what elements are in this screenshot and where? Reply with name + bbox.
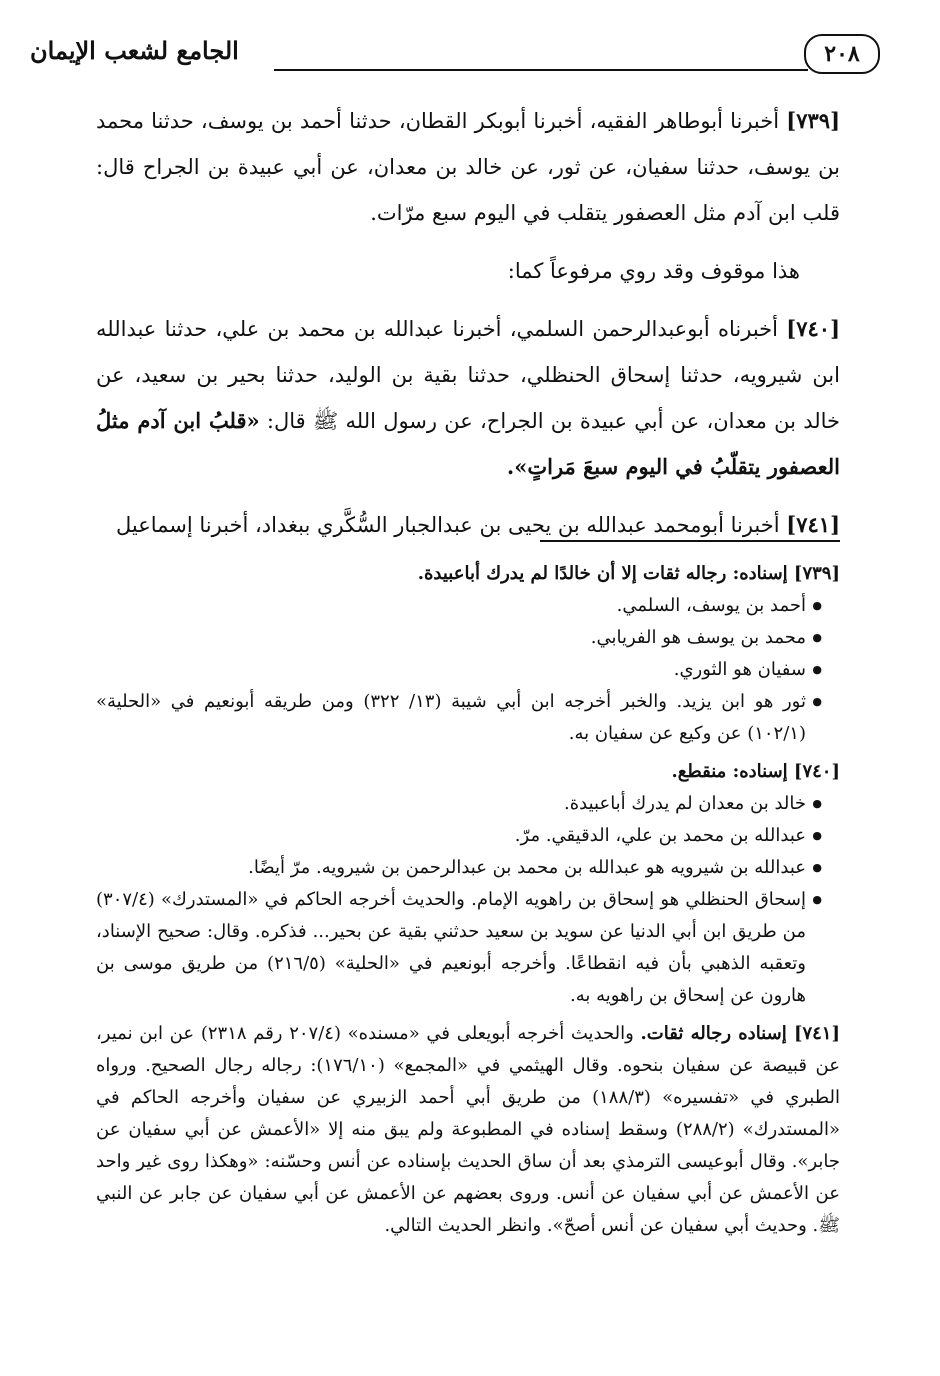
- hadith-739: [96, 98, 840, 236]
- main-text: [96, 98, 840, 560]
- list-item: ● سفيان هو الثوري.: [96, 654, 822, 686]
- page-header: [26, 28, 880, 80]
- footnote-739: [96, 558, 840, 750]
- footnote-heading: [٧٤١] إسناده رجاله ثقات.: [640, 1023, 841, 1044]
- page-number: ٢٠٨: [804, 34, 880, 74]
- mawquf-note: هذا موقوف وقد روي مرفوعاً كما:: [507, 259, 800, 283]
- footnote-paragraph: [96, 1018, 840, 1242]
- list-item: ● إسحاق الحنظلي هو إسحاق بن راهويه الإمام. والحديث أخرجه الحاكم في «المستدرك» (٣٠٧/٤) من طريق ابن أبي الدنيا عن سويد بن سعيد حدثني بقية عن بحير... فذكره. وقال: صحيح الإسناد، وتعقبه الذهبي بأن فيه انقطاعًا. وأخرجه أبونعيم في «الحلية» (٢١٦/٥) من طريق موسى بن هارون عن إسحاق بن راهويه به.: [96, 884, 822, 1012]
- hadith-number: [٧٤١]: [786, 512, 840, 537]
- hadith-text: أخبرنا أبوطاهر الفقيه، أخبرنا أبوبكر القطان، حدثنا أحمد بن يوسف، حدثنا محمد بن يوسف، حدثنا سفيان، عن ثور، عن خالد بن معدان، عن أبي عبيدة بن الجراح قال: قلب ابن آدم مثل العصفور يتقلب في اليوم سبع مرّات.: [96, 109, 840, 225]
- prophetic-saying: «قلبُ ابن آدم مثلُ العصفور يتقلّبُ في اليوم سبعَ مَراتٍ».: [96, 408, 840, 479]
- footnote-741: [96, 1018, 840, 1242]
- list-item: ● أحمد بن يوسف، السلمي.: [96, 590, 822, 622]
- hadith-number: [٧٤٠]: [786, 316, 840, 341]
- footnote-740: [96, 756, 840, 1012]
- list-item: ● عبدالله بن محمد بن علي، الدقيقي. مرّ.: [96, 820, 822, 852]
- footnote-body: والحديث أخرجه أبويعلى في «مسنده» (٢٠٧/٤ رقم ٢٣١٨) عن ابن نمير، عن قبيصة عن سفيان بنحوه. وقال الهيثمي في «المجمع» (١٧٦/١٠): رجاله رجال الصحيح. ورواه الطبري في «تفسيره» (١٨٨/٣) من طريق أبي أحمد الزبيري عن سفيان وأخرجه الحاكم في «المستدرك» (٢٨٨/٢) وسقط إسناده في المطبوعة ولم يبق منه إلا «الأعمش عن أبي سفيان عن جابر». وقال أبوعيسى الترمذي بعد أن ساق الحديث بإسناده عن أنس وحسّنه: «وهكذا روى غير واحد عن الأعمش عن أبي سفيان عن أنس. وروى بعضهم عن الأعمش عن أبي سفيان عن جابر عن النبي ﷺ. وحديث أبي سفيان عن أنس أصحّ». وانظر الحديث التالي.: [96, 1023, 840, 1236]
- footnotes: [96, 558, 840, 1248]
- hadith-text: أخبرناه أبوعبدالرحمن السلمي، أخبرنا عبدالله بن محمد بن علي، حدثنا عبدالله ابن شيرويه، حدثنا إسحاق الحنظلي، حدثنا بقية بن الوليد، حدثنا بحير بن سعيد، عن خالد بن معدان، عن أبي عبيدة بن الجراح، عن رسول الله ﷺ قال:: [96, 317, 840, 433]
- book-title: الجامع لشعب الإيمان: [30, 36, 239, 65]
- hadith-text: أخبرنا أبومحمد عبدالله بن يحيى بن عبدالجبار السُّكَّري ببغداد، أخبرنا إسماعيل: [115, 513, 780, 537]
- footnote-list: [96, 788, 840, 1012]
- footnote-heading: [٧٤٠] إسناده: منقطع.: [671, 761, 840, 782]
- list-item: ● خالد بن معدان لم يدرك أباعبيدة.: [96, 788, 822, 820]
- footnote-separator: [540, 540, 840, 542]
- list-item: ● محمد بن يوسف هو الفريابي.: [96, 622, 822, 654]
- hadith-740: [96, 306, 840, 490]
- list-item: ● ثور هو ابن يزيد. والخبر أخرجه ابن أبي شيبة (١٣/ ٣٢٢) ومن طريقه أبونعيم في «الحلية» (١٠٢/١) عن وكيع عن سفيان به.: [96, 686, 822, 750]
- list-item: ● عبدالله بن شيرويه هو عبدالله بن محمد بن عبدالرحمن بن شيرويه. مرّ أيضًا.: [96, 852, 822, 884]
- hadith-number: [٧٣٩]: [786, 108, 840, 133]
- footnote-list: [96, 590, 840, 750]
- header-rule: [274, 69, 808, 71]
- footnote-heading: [٧٣٩] إسناده: رجاله ثقات إلا أن خالدًا لم يدرك أباعبيدة.: [417, 563, 840, 584]
